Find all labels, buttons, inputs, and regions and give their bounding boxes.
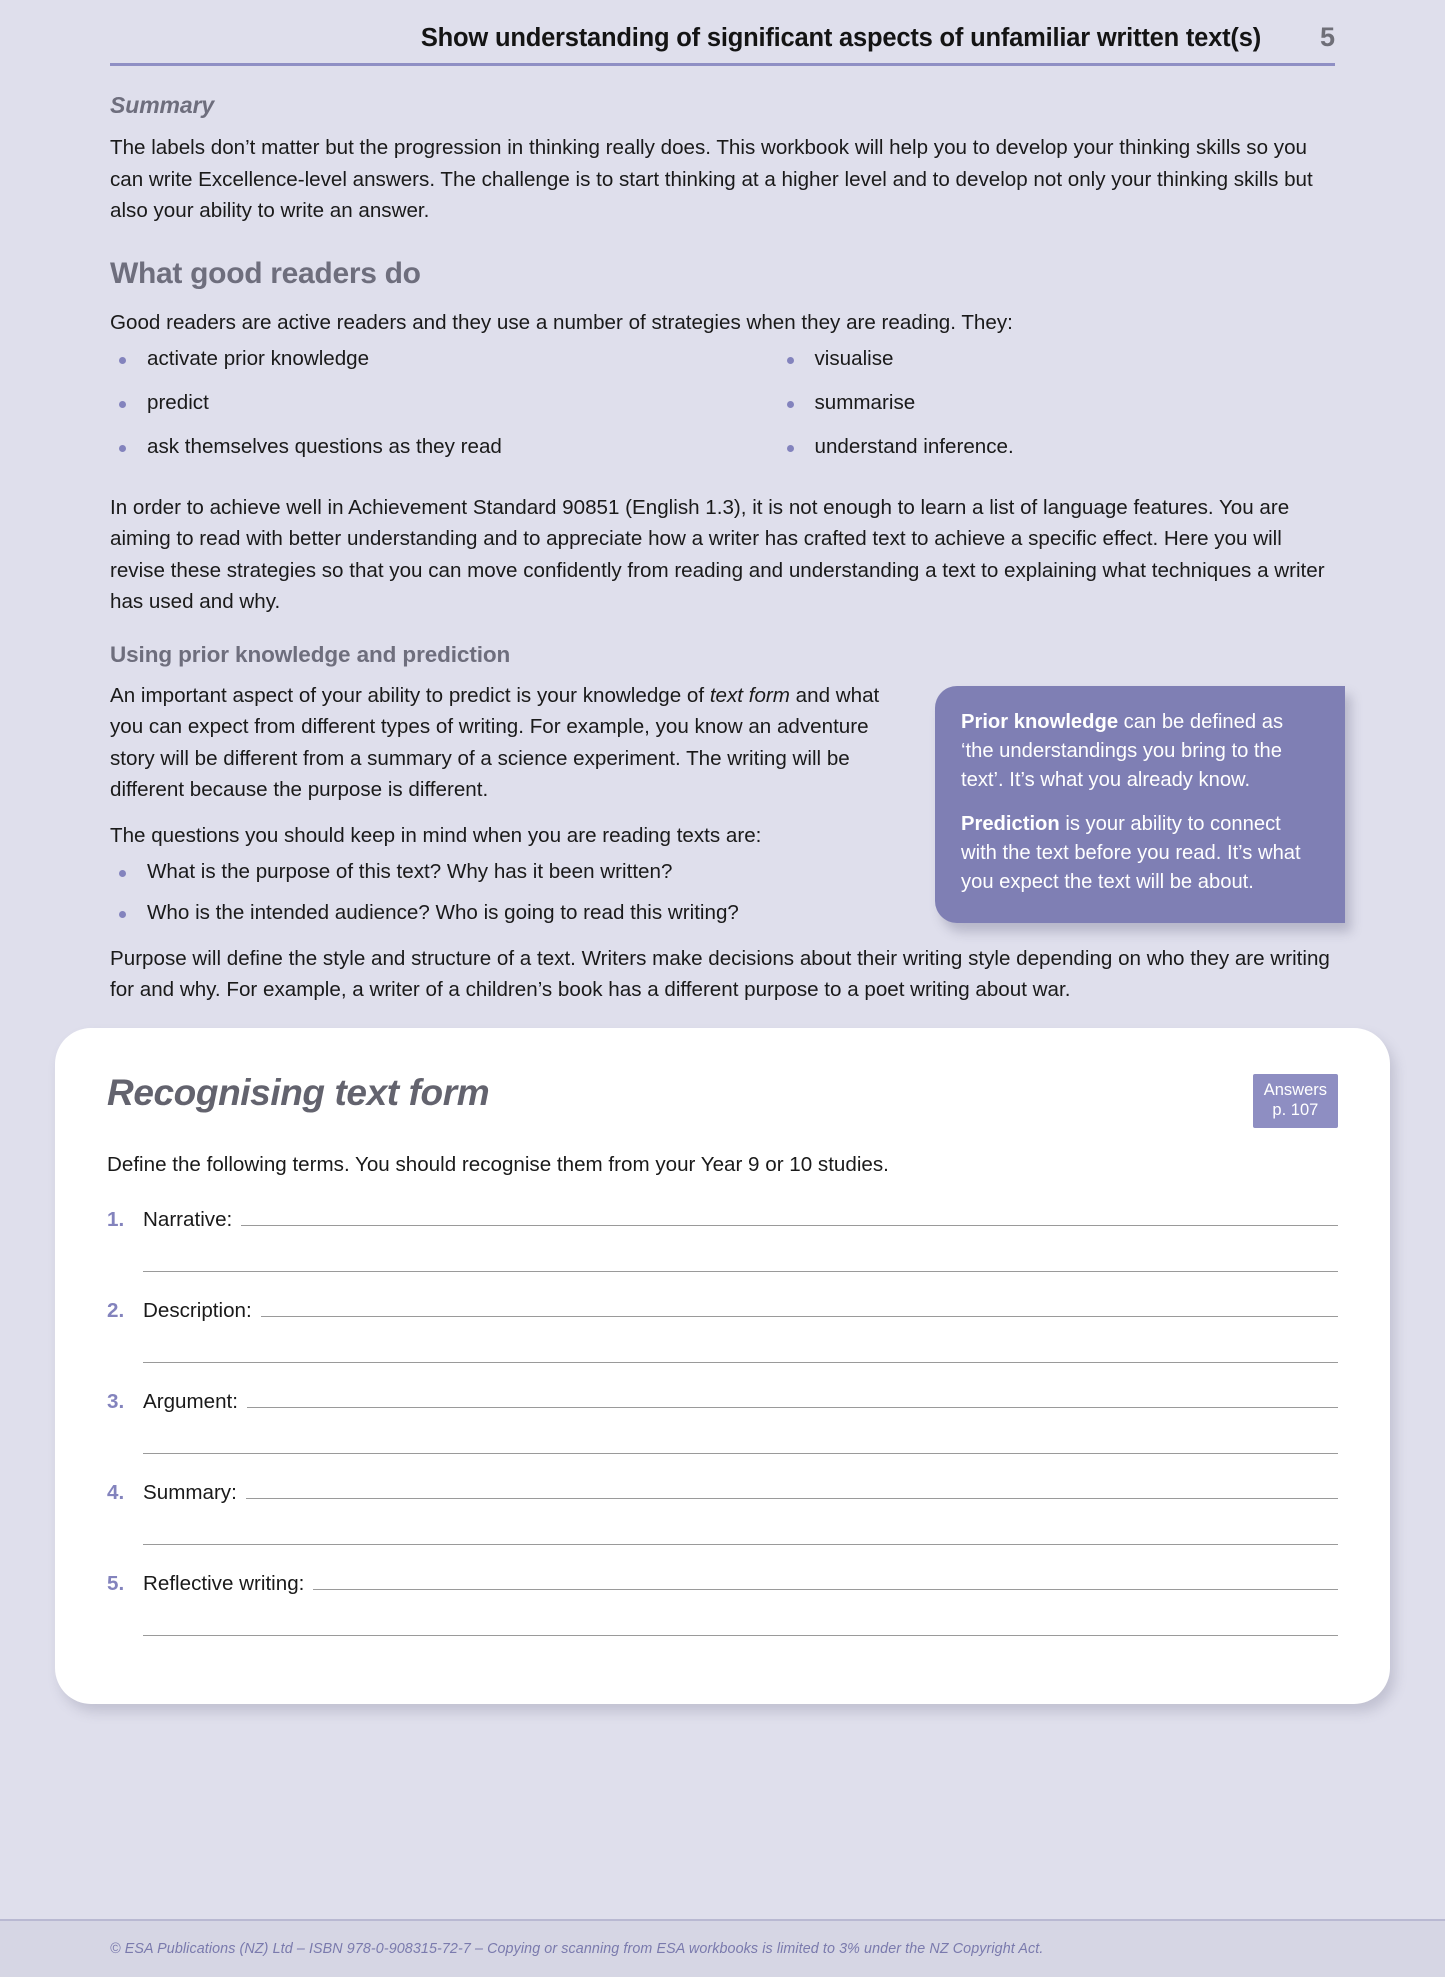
good-readers-lead: Good readers are active readers and they use a number of strategies when they are reading. They: <box>110 310 1013 334</box>
question-number: 2. <box>107 1298 125 1322</box>
callout-term-prediction: Prediction <box>961 812 1060 835</box>
prior-knowledge-heading: Using prior knowledge and prediction <box>110 641 511 667</box>
good-readers-heading: What good readers do <box>110 256 421 290</box>
text-form-part-1: An important aspect of your ability to predict is your knowledge of <box>110 683 710 707</box>
list-item: understand inference. <box>778 432 1336 463</box>
page-number: 5 <box>1319 22 1335 52</box>
question-label: Reflective writing: <box>143 1571 305 1595</box>
answer-line-1[interactable] <box>246 1476 1338 1499</box>
page-title: Show understanding of significant aspects of unfamiliar written text(s) <box>420 24 1261 52</box>
answers-badge-page: p. 107 <box>1272 1101 1319 1120</box>
answer-line-2[interactable] <box>143 1232 1338 1272</box>
activity-question-3 <box>107 1385 1338 1454</box>
question-number: 3. <box>107 1389 125 1413</box>
callout-text-prior-knowledge: can be defined as ‘the understandings you bring to the text’. It’s what you already know. <box>961 710 1284 791</box>
answer-line-1[interactable] <box>241 1203 1338 1226</box>
list-item: What is the purpose of this text? Why has it been written? <box>110 857 1335 888</box>
question-row <box>107 1476 1338 1505</box>
strategies-column-right <box>723 344 1336 476</box>
summary-heading: Summary <box>110 92 215 118</box>
purpose-paragraph: Purpose will define the style and structure of a text. Writers make decisions about their writing style depending on who they are writing for and why. For example, a writer of a children’s book has a different purpose to a poet writing about war. <box>110 946 1330 1002</box>
strategies-bullet-columns <box>110 344 1335 476</box>
list-item: summarise <box>778 388 1336 419</box>
answer-line-2[interactable] <box>143 1323 1338 1363</box>
text-form-italic: text form <box>709 683 790 707</box>
activity-question-2 <box>107 1294 1338 1363</box>
answer-line-1[interactable] <box>261 1294 1338 1317</box>
achievement-standard-paragraph: In order to achieve well in Achievement Standard 90851 (English 1.3), it is not enough to learn a list of language features. You are aiming to read with better understanding and to appreciate how a writer has crafted text to achieve a specific effect. Here you will revise these strategies so that you can move confidently from reading and understanding a text to explaining what techniques a writer has used and why. <box>110 495 1325 614</box>
question-row <box>107 1294 1338 1323</box>
answer-line-2[interactable] <box>143 1414 1338 1454</box>
question-label: Summary: <box>143 1480 237 1504</box>
callout-term-prior-knowledge: Prior knowledge <box>961 710 1119 733</box>
page-header <box>0 0 1445 53</box>
answer-line-2[interactable] <box>143 1596 1338 1636</box>
question-row <box>107 1567 1338 1596</box>
list-item: predict <box>110 388 723 419</box>
questions-lead: The questions you should keep in mind when you are reading texts are: <box>110 823 762 847</box>
answers-badge-label: Answers <box>1263 1080 1327 1099</box>
question-label: Narrative: <box>143 1207 233 1231</box>
answer-line-1[interactable] <box>313 1567 1338 1590</box>
header-divider <box>110 63 1335 66</box>
activity-question-4 <box>107 1476 1338 1545</box>
activity-instructions: Define the following terms. You should recognise them from your Year 9 or 10 studies. <box>107 1152 889 1176</box>
callout-prior-knowledge <box>961 708 1319 795</box>
activity-title: Recognising text form <box>107 1071 490 1113</box>
activity-card <box>55 1028 1390 1704</box>
answer-line-2[interactable] <box>143 1505 1338 1545</box>
text-form-part-2: and what you can expect from different types of writing. For example, you know an adventure story will be different from a summary of a science experiment. The writing will be different because the purpose is different. <box>110 683 880 802</box>
list-item: activate prior knowledge <box>110 344 723 375</box>
question-number: 5. <box>107 1571 125 1595</box>
list-item: visualise <box>778 344 1336 375</box>
activity-question-5 <box>107 1567 1338 1636</box>
list-item: Who is the intended audience? Who is going to read this writing? <box>110 898 1335 929</box>
strategies-column-left <box>110 344 723 476</box>
activity-header-row <box>107 1072 1338 1128</box>
main-content <box>0 92 1445 1006</box>
answers-reference-badge[interactable] <box>1253 1074 1338 1128</box>
question-row <box>107 1203 1338 1232</box>
answer-line-1[interactable] <box>247 1385 1338 1408</box>
page-footer <box>0 1919 1445 1977</box>
callout-text-prediction: is your ability to connect with the text before you read. It’s what you expect the text will be about. <box>961 812 1301 894</box>
question-row <box>107 1385 1338 1414</box>
question-label: Description: <box>143 1298 252 1322</box>
question-number: 1. <box>107 1207 125 1231</box>
activity-question-1 <box>107 1203 1338 1272</box>
question-label: Argument: <box>143 1389 239 1413</box>
list-item: ask themselves questions as they read <box>110 432 723 463</box>
copyright-notice: © ESA Publications (NZ) Ltd – ISBN 978-0-908315-72-7 – Copying or scanning from ESA workbooks is limited to 3% under the NZ Copyright Act. <box>110 1941 1044 1957</box>
summary-paragraph: The labels don’t matter but the progression in thinking really does. This workbook will help you to develop your thinking skills so you can write Excellence-level answers. The challenge is to start thinking at a higher level and to develop not only your thinking skills but also your ability to write an answer. <box>110 136 1313 222</box>
question-number: 4. <box>107 1480 125 1504</box>
